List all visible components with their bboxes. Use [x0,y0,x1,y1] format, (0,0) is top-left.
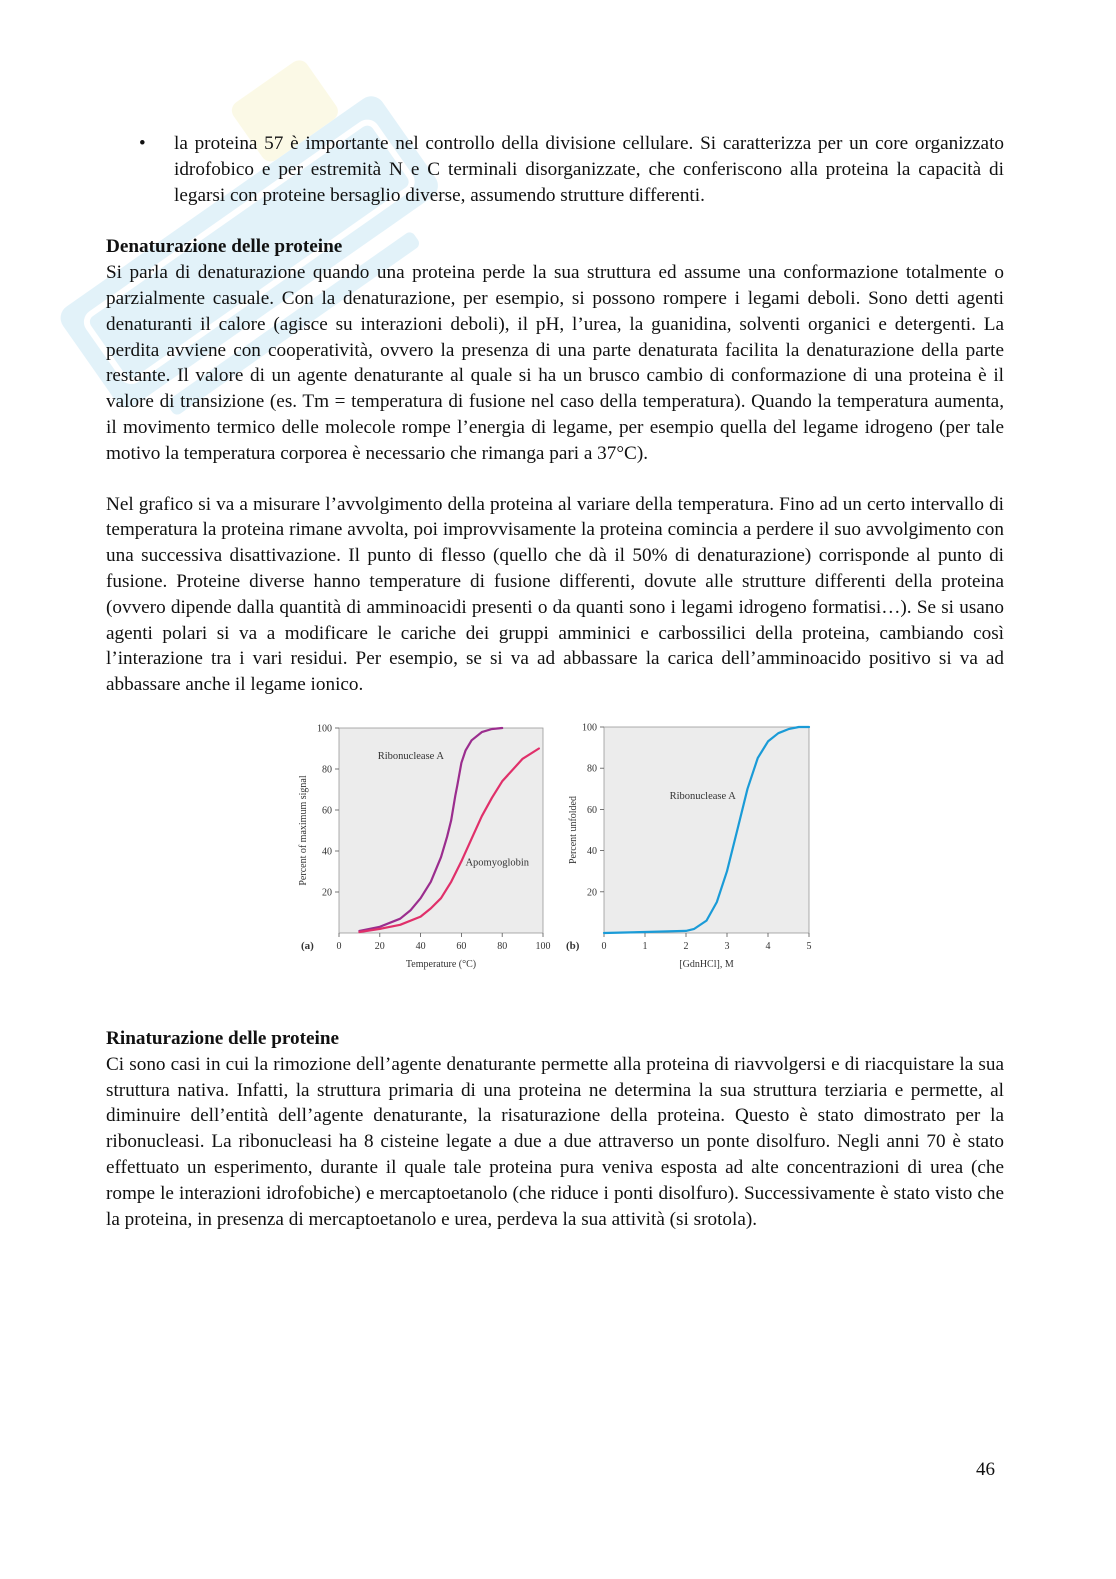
series-annotation: Ribonuclease A [377,750,444,762]
denaturation-charts [106,714,1004,994]
x-tick-label: 4 [765,940,771,952]
x-tick-label: 1 [642,940,648,952]
x-tick-label: 3 [724,940,730,952]
x-tick-label: 20 [374,940,385,952]
y-tick-label: 40 [322,846,332,858]
page-number: 46 [976,1459,995,1480]
plot-area [604,727,809,933]
y-tick-label: 40 [587,846,597,858]
x-tick-label: 60 [456,940,467,952]
panel-label: (a) [301,939,314,952]
x-tick-label: 0 [336,940,342,952]
x-axis-label: [GdnHCl], M [679,958,734,970]
list-item [106,131,1004,208]
series-annotation: Ribonuclease A [669,791,736,803]
y-tick-label: 80 [322,764,332,776]
y-tick-label: 20 [322,887,332,899]
document-body [106,131,1004,1232]
denaturation-figure [106,714,1004,994]
x-tick-label: 100 [535,940,551,952]
section-heading: Rinaturazione delle proteine [106,1027,340,1049]
y-tick-label: 60 [587,804,597,816]
bullet-text: la proteina 57 è importante nel controllo della divisione cellulare. Si caratterizza per un core organizzato idrofobico e per estremità N e C terminali disorganizzate, che conferiscono alla proteina la capacità di legarsi con proteine bersaglio diverse, assumendo strutture differenti. [174,133,1004,206]
x-tick-label: 40 [415,940,426,952]
panel-label: (b) [566,939,580,952]
y-tick-label: 80 [587,763,597,775]
series-annotation: Apomyoglobin [465,857,530,869]
paragraph: Ci sono casi in cui la rimozione dell’agente denaturante permette alla proteina di riavvolgersi e di riacquistare la sua struttura nativa. Infatti, la struttura primaria di una proteina ne determina la sua struttura terziaria e permette, al diminuire dell’entità dell’agente denaturante, la risaturazione della proteina. Questo è stato dimostrato per la ribonucleasi. La ribonucleasi ha 8 cisteine legate a due a due attraverso un ponte disolfuro. Negli anni 70 è stato effettuato un esperimento, durante il quale tale proteina pura veniva esposta ad alte concentrazioni di urea (che rompe le interazioni idrofobiche) e mercaptoetanolo (che riduce i ponti disolfuro). Successivamente è stato visto che la proteina, in presenza di mercaptoetanolo e urea, perdeva la sua attività (si srotola). [106,1053,1004,1230]
y-tick-label: 60 [322,805,332,817]
section-heading: Denaturazione delle proteine [106,236,343,258]
bullet-icon: • [139,133,146,154]
paragraph: Si parla di denaturazione quando una proteina perde la sua struttura ed assume una conformazione totalmente o parzialmente casuale. Con la denaturazione, per esempio, si possono rompere i legami deboli. Sono detti agenti denaturanti il calore (agisce su interazioni deboli), il pH, l’urea, la guanidina, solventi organici e detergenti. La perdita avviene con cooperatività, ovvero la presenza di una parte denaturata facilita la denaturazione della parte restante. Il valore di un agente denaturante al quale si ha un brusco cambio di conformazione di una proteina è il valore di transizione (es. Tm = temperatura di fusione nel caso della temperatura). Quando la temperatura aumenta, il movimento termico delle molecole rompe l’energia di legame, per esempio quella del legame idrogeno (per tale motivo la temperatura corporea è necessario che rimanga pari a 37°C). [106,262,1004,464]
x-tick-label: 80 [497,940,508,952]
paragraph: Nel grafico si va a misurare l’avvolgimento della proteina al variare della temperatura. Fino ad un certo intervallo di temperatura la proteina rimane avvolta, poi improvvisamente la proteina comincia a perdere il suo avvolgimento con una successiva disattivazione. Il punto di flesso (quello che dà il 50% di denaturazione) corrisponde al punto di fusione. Proteine diverse hanno temperature di fusione differenti, dovute alle strutture differenti della proteina (ovvero dipende dalla quantità di amminoacidi presenti o da quanti sono i legami idrogeno formatisi…). Se si usano agenti polari si va a modificare le cariche dei gruppi amminici e carbossilici della proteina, cambiando così l’interazione tra i vari residui. Per esempio, se si va ad abbassare la carica dell’amminoacido positivo si va ad abbassare anche il legame ionico. [106,493,1004,696]
y-axis-label: Percent unfolded [568,795,579,864]
x-axis-label: Temperature (°C) [405,958,477,970]
x-tick-label: 0 [601,940,607,952]
x-tick-label: 5 [806,940,812,952]
x-tick-label: 2 [683,940,689,952]
y-axis-label: Percent of maximum signal [298,775,309,886]
y-tick-label: 20 [587,887,597,899]
y-tick-label: 100 [582,722,597,734]
y-tick-label: 100 [317,723,332,735]
